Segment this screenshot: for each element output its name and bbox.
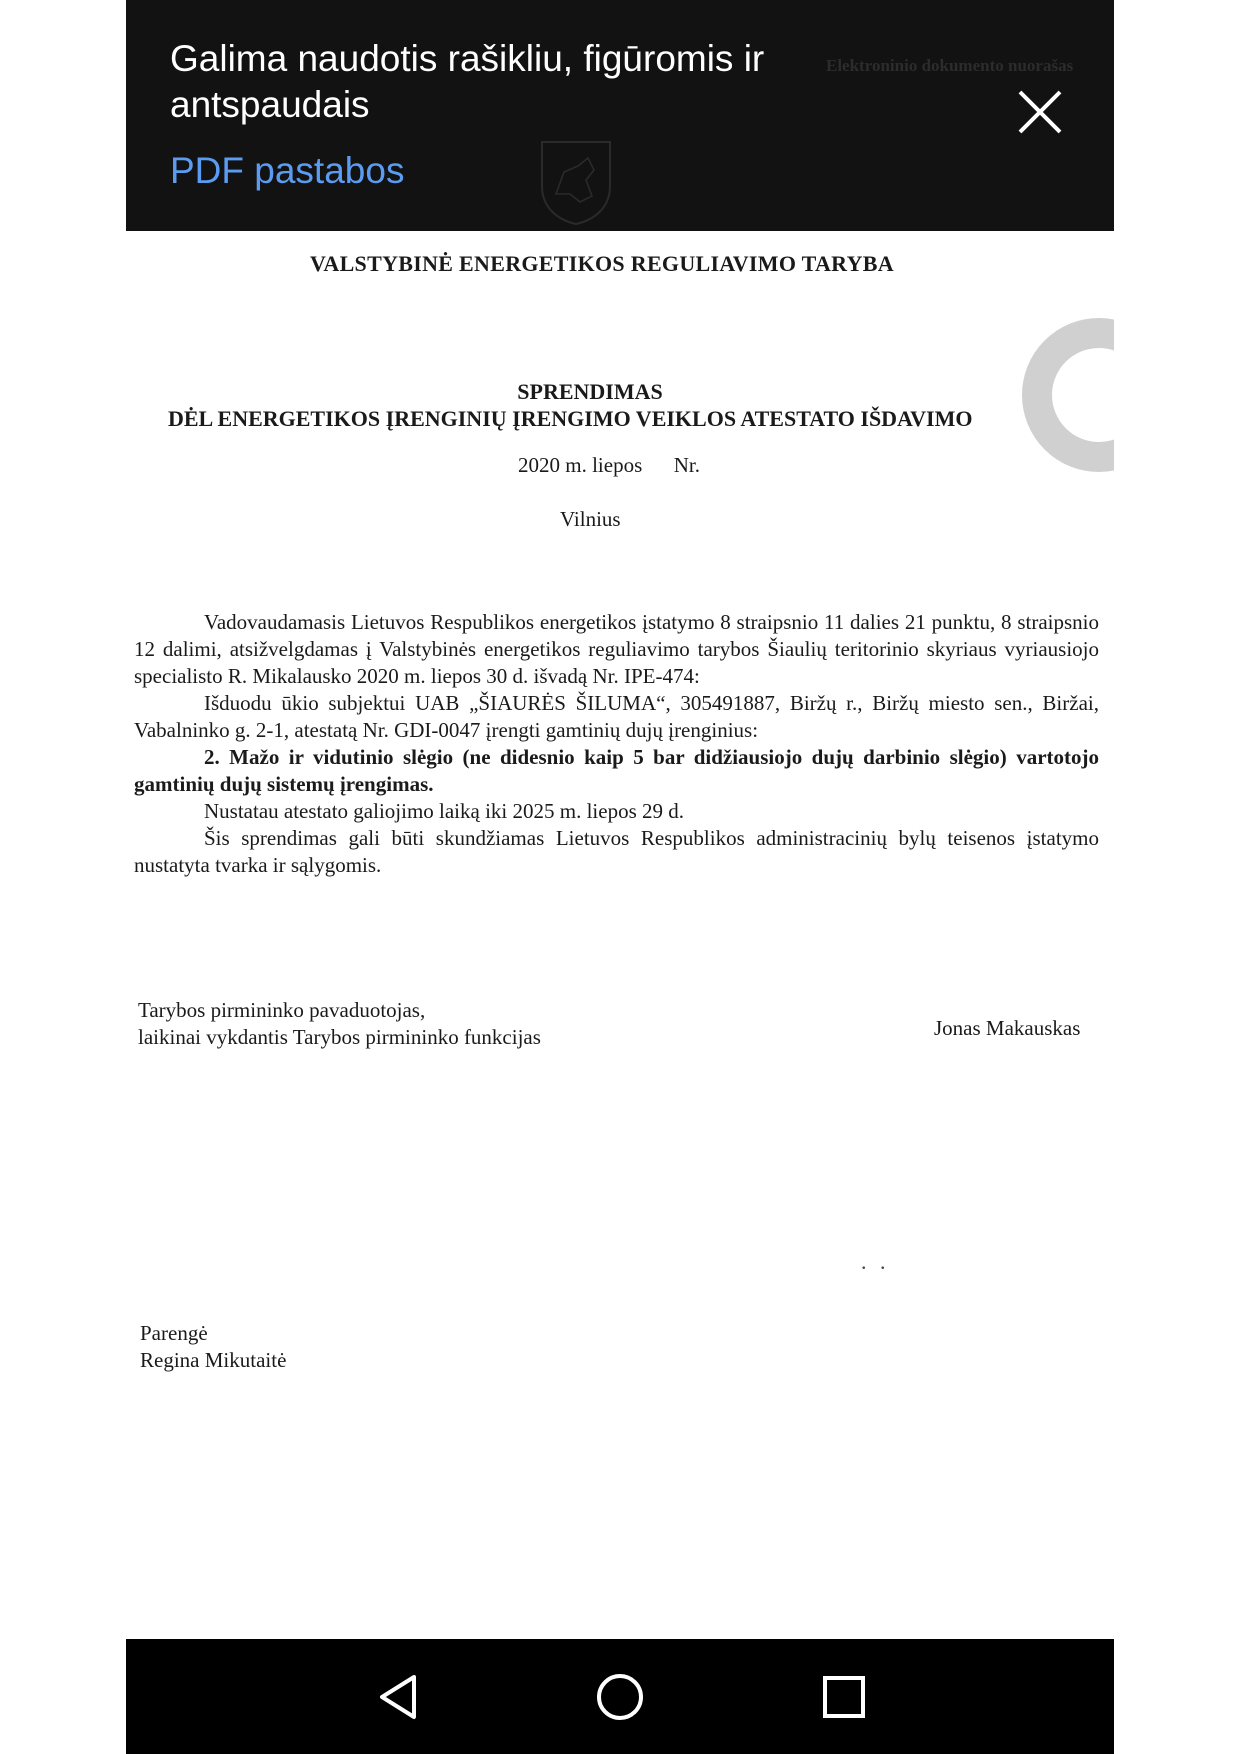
paragraph-validity: Nustatau atestato galiojimo laiką iki 2025 m. liepos 29 d. <box>204 799 685 823</box>
paragraph-issue: Išduodu ūkio subjektui UAB „ŠIAURĖS ŠILUMA“, 305491887, Biržų r., Biržų miesto sen., Biržai, Vabalninko g. 2-1, atestatą Nr. GDI-0047 įrengti gamtinių dujų įrenginius: <box>134 691 1099 742</box>
paragraph-scope: 2. Mažo ir vidutinio slėgio (ne didesnio kaip 5 bar didžiausiojo dujų darbinio slėgio) vartotojo gamtinių dujų sistemų įrengimas. <box>134 745 1099 796</box>
document-type: SPRENDIMAS <box>517 379 663 404</box>
pdf-annotation-banner <box>126 0 1114 231</box>
date-line: 2020 m. liepos Nr. <box>518 453 700 477</box>
electronic-copy-header: Elektroninio dokumento nuorašas <box>826 56 1074 75</box>
prepared-name: Regina Mikutaitė <box>140 1348 287 1372</box>
document-page[interactable] <box>126 231 1114 1639</box>
back-icon[interactable] <box>374 1671 426 1723</box>
close-icon[interactable] <box>1014 86 1066 138</box>
android-nav-bar <box>126 1639 1114 1754</box>
signer-name: Jonas Makauskas <box>934 1016 1081 1040</box>
recents-icon[interactable] <box>818 1671 870 1723</box>
prepared-label: Parengė <box>140 1321 208 1345</box>
preparer-block <box>140 1320 286 1374</box>
document-subject: DĖL ENERGETIKOS ĮRENGINIŲ ĮRENGIMO VEIKLOS ATESTATO IŠDAVIMO <box>168 406 973 431</box>
pdf-notes-link[interactable]: PDF pastabos <box>170 150 405 191</box>
banner-title: Galima naudotis rašikliu, figūromis ir antspaudais <box>170 38 765 125</box>
signer-title <box>138 997 541 1051</box>
paragraph-appeal: Šis sprendimas gali būti skundžiamas Lietuvos Respublikos administracinių bylų teisenos įstatymo nustatyta tvarka ir sąlygomis. <box>134 826 1099 877</box>
city: Vilnius <box>560 507 621 531</box>
phone-screen <box>126 0 1114 1754</box>
home-icon[interactable] <box>594 1671 646 1723</box>
coat-of-arms-icon <box>534 136 618 226</box>
signer-title-line-2: laikinai vykdantis Tarybos pirmininko funkcijas <box>138 1025 541 1049</box>
decision-body <box>134 609 1099 879</box>
signer-title-line-1: Tarybos pirmininko pavaduotojas, <box>138 998 426 1022</box>
paragraph-basis: Vadovaudamasis Lietuvos Respublikos energetikos įstatymo 8 straipsnio 11 dalies 21 punktu, 8 straipsnio 12 dalimi, atsižvelgdamas į Valstybinės energetikos reguliavimo tarybos Šiaulių teritorinio skyriaus vyriausiojo specialisto R. Mikalausko 2020 m. liepos 30 d. išvadą Nr. IPE-474: <box>134 610 1099 688</box>
organization-name: VALSTYBINĖ ENERGETIKOS REGULIAVIMO TARYBA <box>310 251 894 276</box>
dots-mark: . . <box>861 1249 890 1274</box>
